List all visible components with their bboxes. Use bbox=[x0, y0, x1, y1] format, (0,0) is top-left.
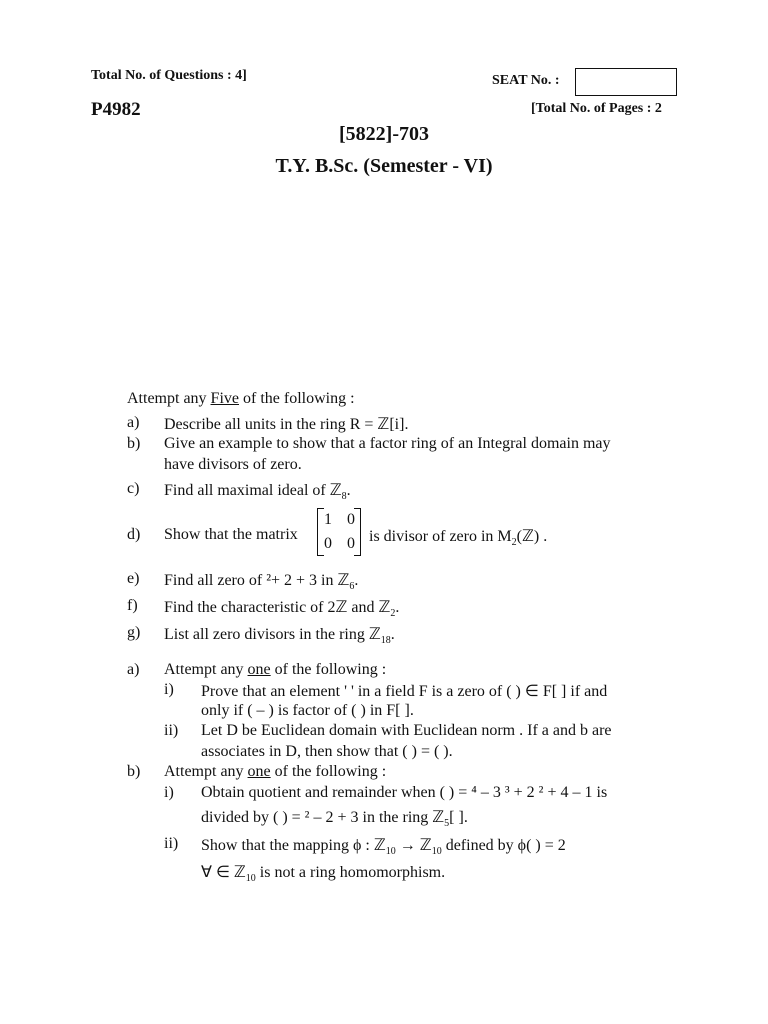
q1-e-text: Find all zero of ²+ 2 + 3 in ℤ$_6$. bbox=[164, 572, 359, 593]
total-pages: [Total No. of Pages : 2 bbox=[531, 101, 662, 116]
course-title: T.Y. B.Sc. (Semester - VI) bbox=[275, 155, 493, 177]
matrix-left-bracket bbox=[317, 508, 324, 556]
q2-a-i-line1: Prove that an element ' ' in a field F is a zero of ( ) ∈ F[ ] if and bbox=[201, 683, 608, 700]
q1-b-label: b) bbox=[127, 435, 141, 452]
q2-a-i-label: i) bbox=[164, 681, 174, 698]
q1-f-label: f) bbox=[127, 597, 138, 614]
q2-a-i-line2: only if ( – ) is factor of ( ) in F[ ]. bbox=[201, 702, 414, 719]
q1-d-text-pre: Show that the matrix bbox=[164, 526, 298, 543]
q1-c-label: c) bbox=[127, 480, 140, 497]
q2-a-ii-line1: Let D be Euclidean domain with Euclidean norm . If a and b are bbox=[201, 722, 612, 739]
q2-b-ii-line1: Show that the mapping ϕ : ℤ$_{10}$ → ℤ$_{10}$ defined by ϕ( ) = 2 bbox=[201, 837, 566, 858]
q1-b-cont: have divisors of zero. bbox=[164, 456, 302, 473]
q2-b-i-line1: Obtain quotient and remainder when ( ) = ⁴ – 3 ³ + 2 ² + 4 – 1 is bbox=[201, 784, 608, 801]
q1-f-text: Find the characteristic of 2ℤ and ℤ$_2$. bbox=[164, 599, 400, 620]
q2-b-i-line2: divided by ( ) = ² – 2 + 3 in the ring ℤ$_5$[ ]. bbox=[201, 809, 468, 830]
q1-e-label: e) bbox=[127, 570, 140, 587]
q2-b-instruction: Attempt any one of the following : bbox=[164, 763, 387, 780]
q2-a-ii-line2: associates in D, then show that ( ) = ( ). bbox=[201, 743, 453, 760]
seat-number-box[interactable] bbox=[575, 68, 677, 96]
matrix-cell: 1 bbox=[324, 511, 332, 528]
matrix-cell: 0 bbox=[347, 535, 355, 552]
matrix-right-bracket bbox=[354, 508, 361, 556]
paper-code: P4982 bbox=[91, 99, 141, 120]
q1-a-label: a) bbox=[127, 414, 140, 431]
q1-g-label: g) bbox=[127, 624, 141, 641]
q1-d-text-post: is divisor of zero in $M_2(ℤ)$ . bbox=[369, 528, 548, 549]
q1-instruction: Attempt any Five of the following : bbox=[127, 390, 355, 407]
total-questions: Total No. of Questions : 4] bbox=[91, 68, 247, 83]
q2-b-i-label: i) bbox=[164, 784, 174, 801]
q2-a-ii-label: ii) bbox=[164, 722, 179, 739]
q2-a-label: a) bbox=[127, 661, 140, 678]
q2-b-label: b) bbox=[127, 763, 141, 780]
q1-b-text: Give an example to show that a factor ring of an Integral domain may bbox=[164, 435, 611, 452]
q1-g-text: List all zero divisors in the ring ℤ$_{18}$. bbox=[164, 626, 395, 647]
q1-a-text: Describe all units in the ring R = ℤ[i]. bbox=[164, 416, 409, 433]
q2-a-instruction: Attempt any one of the following : bbox=[164, 661, 387, 678]
q2-b-ii-line2: ∀ ∈ ℤ$_{10}$ is not a ring homomorphism. bbox=[201, 864, 446, 885]
q1-d-label: d) bbox=[127, 526, 141, 543]
matrix-cell: 0 bbox=[324, 535, 332, 552]
q1-c-text: Find all maximal ideal of ℤ$_8$. bbox=[164, 482, 351, 503]
matrix-cell: 0 bbox=[347, 511, 355, 528]
q2-b-ii-label: ii) bbox=[164, 835, 179, 852]
seat-label: SEAT No. : bbox=[492, 73, 560, 88]
exam-code: [5822]-703 bbox=[339, 123, 429, 145]
zero-divisor-matrix bbox=[317, 508, 361, 556]
